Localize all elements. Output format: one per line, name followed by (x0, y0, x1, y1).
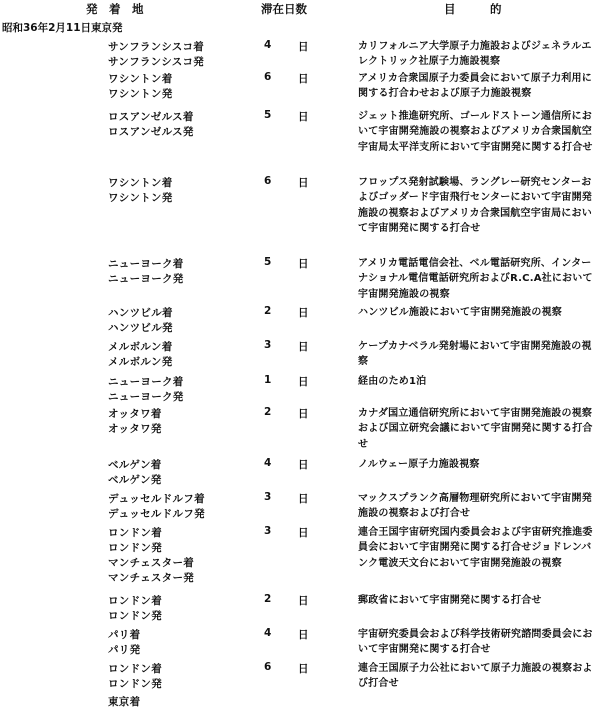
itinerary-place: ロンドン発 (108, 610, 162, 622)
itinerary-place: デュッセルドルフ発 (108, 508, 205, 520)
purpose-text: ノルウェー原子力施設視察 (358, 459, 480, 470)
itinerary-place: 東京着 (108, 696, 141, 708)
purpose-text: マックスプランク高層物理研究所において宇宙開発施設の視察および打合せ (358, 493, 592, 520)
itinerary-place: ロスアンゼルス着 (108, 111, 194, 123)
purpose-text: アメリカ電話電信会社、ベル電話研究所、インターナショナル電信電話研究所およびR.C.A社において宇宙開発施設の視察 (358, 258, 593, 300)
itinerary-place: ニューヨーク着 (108, 376, 184, 388)
stay-days-value: 2 (264, 593, 272, 605)
itinerary-line (0, 271, 360, 285)
stay-days-unit: 日 (298, 459, 309, 471)
stay-days-value: 6 (264, 175, 272, 187)
header-purpose: 目 的 (444, 2, 502, 16)
stay-days-value: 5 (264, 109, 272, 121)
itinerary-place: メルボルン着 (108, 341, 173, 353)
itinerary-place: パリ着 (108, 629, 141, 641)
stay-days-value: 2 (264, 305, 272, 317)
itinerary-place: ハンツビル発 (108, 322, 173, 334)
itinerary-place: ワシントン発 (108, 192, 173, 204)
purpose-text: ケープカナベラル発射場において宇宙開発施設の視察 (358, 341, 592, 368)
itinerary-place: ロスアンゼルス発 (108, 126, 194, 138)
stay-days-value: 1 (264, 374, 272, 386)
itinerary-line (0, 472, 360, 486)
itinerary-place: ロンドン発 (108, 678, 162, 690)
departure-origin: 昭和36年2月11日東京発 (2, 22, 123, 34)
itinerary-place: マンチェスター着 (108, 557, 195, 569)
itinerary-place: ロンドン着 (108, 527, 162, 539)
stay-days-value: 4 (264, 457, 272, 469)
itinerary-line (0, 354, 360, 368)
itinerary-line (0, 608, 360, 622)
header-departure-arrival: 発 着 地 (86, 2, 144, 16)
stay-days-value: 3 (264, 491, 272, 503)
itinerary-line (0, 389, 360, 403)
purpose-text: 連合王国宇宙研究国内委員会および宇宙研究推進委員会において宇宙開発に関する打合せジョドレンバンク電波天文台において宇宙開発施設の視察 (358, 527, 593, 569)
stay-days-unit: 日 (298, 595, 309, 607)
itinerary-place: オッタワ着 (108, 408, 162, 420)
stay-days-value: 6 (264, 661, 272, 673)
itinerary-place: ハンツビル着 (108, 307, 173, 319)
purpose-text: カリフォルニア大学原子力施設およびジェネラルエレクトリック社原子力施設視察 (358, 41, 592, 68)
itinerary-place: デュッセルドルフ着 (108, 493, 205, 505)
stay-days-value: 3 (264, 525, 272, 537)
stay-days-unit: 日 (298, 111, 309, 123)
stay-days-unit: 日 (298, 341, 309, 353)
stay-days-unit: 日 (298, 258, 309, 270)
itinerary-place: マンチェスター発 (108, 572, 195, 584)
stay-days-unit: 日 (298, 307, 309, 319)
itinerary-line (0, 540, 360, 554)
itinerary-line (0, 124, 360, 138)
itinerary-line (0, 190, 360, 204)
stay-days-unit: 日 (298, 41, 309, 53)
itinerary-place: ワシントン着 (108, 177, 173, 189)
itinerary-place: ニューヨーク発 (108, 391, 184, 403)
itinerary-place: ロンドン着 (108, 663, 162, 675)
purpose-text: フロップス発射試験場、ラングレー研究センターおよびゴッダード宇宙飛行センターにおいて宇宙開発施設の視察およびアメリカ合衆国航空宇宙局において宇宙開発に関する打合せ (358, 177, 592, 234)
itinerary-place: パリ発 (108, 644, 141, 656)
purpose-text: アメリカ合衆国原子力委員会において原子力利用に関する打合わせおよび原子力施設視察 (358, 73, 592, 100)
stay-days-unit: 日 (298, 73, 309, 85)
itinerary-place: ベルゲン発 (108, 474, 162, 486)
stay-days-unit: 日 (298, 663, 309, 675)
itinerary-place: ワシントン発 (108, 88, 173, 100)
stay-days-value: 4 (264, 627, 272, 639)
itinerary-line (0, 555, 360, 569)
itinerary-line (0, 320, 360, 334)
purpose-text: 宇宙研究委員会および科学技術研究諮問委員会において宇宙開発に関する打合せ (358, 629, 593, 656)
itinerary-line (0, 421, 360, 435)
itinerary-place: ロンドン着 (108, 595, 162, 607)
itinerary-line (0, 676, 360, 690)
purpose-text: ジェット推進研究所、ゴールドストーン通信所において宇宙開発施設の視察およびアメリカ合衆国航空宇宙局太平洋支所において宇宙開発に関する打合せ (358, 111, 593, 153)
itinerary-place: ニューヨーク着 (108, 258, 184, 270)
stay-days-value: 2 (264, 406, 272, 418)
itinerary-line (0, 570, 360, 584)
stay-days-value: 4 (264, 39, 272, 51)
itinerary-place: オッタワ発 (108, 423, 162, 435)
purpose-text: カナダ国立通信研究所において宇宙開発施設の視察および国立研究会議において宇宙開発に関する打合せ (358, 408, 593, 450)
itinerary-place: メルボルン発 (108, 356, 173, 368)
stay-days-unit: 日 (298, 177, 309, 189)
itinerary-line (0, 86, 360, 100)
itinerary-place: ワシントン着 (108, 73, 173, 85)
stay-days-unit: 日 (298, 629, 309, 641)
stay-days-unit: 日 (298, 408, 309, 420)
itinerary-line (0, 694, 360, 708)
purpose-text: ハンツビル施設において宇宙開発施設の視察 (358, 307, 562, 318)
itinerary-place: サンフランシスコ発 (108, 56, 205, 68)
itinerary-place: ベルゲン着 (108, 459, 162, 471)
itinerary-place: ニューヨーク発 (108, 273, 184, 285)
stay-days-value: 3 (264, 339, 272, 351)
stay-days-unit: 日 (298, 376, 309, 388)
stay-days-unit: 日 (298, 527, 309, 539)
purpose-text: 経由のため1泊 (358, 376, 427, 387)
itinerary-place: サンフランシスコ着 (108, 41, 205, 53)
itinerary-line (0, 642, 360, 656)
header-stay-days: 滞在日数 (261, 2, 307, 16)
stay-days-value: 5 (264, 256, 272, 268)
stay-days-value: 6 (264, 71, 272, 83)
purpose-text: 郵政省において宇宙開発に関する打合せ (358, 595, 542, 606)
itinerary-place: ロンドン発 (108, 542, 162, 554)
purpose-text: 連合王国原子力公社において原子力施設の視察および打合せ (358, 663, 593, 690)
itinerary-line (0, 506, 360, 520)
itinerary-line (0, 54, 360, 68)
stay-days-unit: 日 (298, 493, 309, 505)
